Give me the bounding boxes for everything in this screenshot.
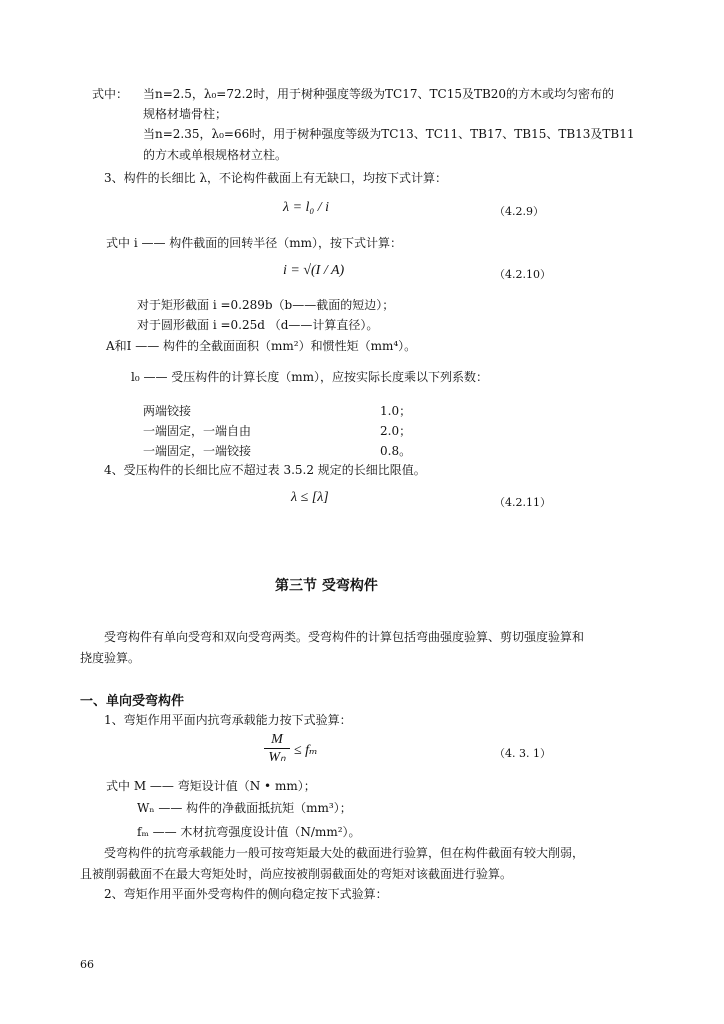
section-title: 第三节 受弯构件	[275, 578, 378, 594]
item-3: 3、构件的长细比 λ，不论构件截面上有无缺口，均按下式计算：	[104, 171, 448, 185]
where-Wn: Wₙ —— 构件的净截面抵抗矩（mm³）；	[137, 801, 352, 815]
fraction-denominator: Wₙ	[268, 750, 286, 765]
coef-value-3: 0.8。	[380, 444, 412, 458]
coef-label-1: 两端铰接	[143, 404, 192, 418]
equation-4-3-1-rhs: ≤ fₘ	[294, 743, 318, 758]
item-4: 4、受压构件的长细比应不超过表 3.5.2 规定的长细比限值。	[104, 463, 426, 477]
where-label: 式中：	[92, 87, 129, 101]
coef-label-3: 一端固定，一端铰接	[143, 444, 252, 458]
item-2: 2、弯矩作用平面外受弯构件的侧向稳定按下式验算：	[104, 887, 388, 901]
where-line-2: 规格材墙骨柱；	[143, 107, 228, 121]
area-inertia-note: A和I —— 构件的全截面面积（mm²）和惯性矩（mm⁴）。	[106, 339, 417, 353]
item-1: 1、弯矩作用平面内抗弯承载能力按下式验算：	[104, 713, 352, 727]
equation-number-4-2-9: （4.2.9）	[494, 205, 544, 218]
rect-section-note: 对于矩形截面 i =0.289b（b——截面的短边）；	[137, 298, 395, 312]
where-i: 式中 i —— 构件截面的回转半径（mm），按下式计算：	[106, 236, 403, 250]
page-number: 66	[80, 958, 94, 971]
equation-4-2-10: i = √(I / A)	[283, 263, 345, 278]
where-line-4: 的方木或单根规格材立柱。	[143, 148, 288, 162]
where-M: 式中 M —— 弯矩设计值（N • mm）；	[106, 779, 316, 793]
note-line-1: 受弯构件的抗弯承载能力一般可按弯矩最大处的截面进行验算，但在构件截面有较大削弱，	[104, 846, 585, 860]
coef-label-2: 一端固定，一端自由	[143, 424, 252, 438]
equation-number-4-3-1: （4. 3. 1）	[494, 747, 551, 760]
where-line-1: 当n=2.5，λ₀=72.2时，用于树种强度等级为TC17、TC15及TB20的方木或均匀密布的	[143, 87, 615, 101]
intro-line-2: 挠度验算。	[80, 651, 141, 665]
circular-section-note: 对于圆形截面 i =0.25d （d——计算直径）。	[137, 318, 379, 332]
note-line-2: 且被削弱截面不在最大弯矩处时，尚应按被削弱截面处的弯矩对该截面进行验算。	[80, 867, 513, 881]
fraction-M-over-Wn	[264, 732, 290, 766]
subsection-title: 一、单向受弯构件	[80, 694, 185, 709]
coef-value-2: 2.0；	[380, 424, 412, 438]
coef-value-1: 1.0；	[380, 404, 412, 418]
equation-number-4-2-11: （4.2.11）	[494, 496, 551, 509]
equation-number-4-2-10: （4.2.10）	[494, 268, 551, 281]
equation-4-2-11: λ ≤ [λ]	[291, 490, 329, 505]
fraction-numerator: M	[264, 732, 290, 749]
where-line-3: 当n=2.35，λ₀=66时，用于树种强度等级为TC13、TC11、TB17、TB15、TB13及TB11	[143, 127, 635, 141]
equation-4-2-9: λ = l₀ / i	[283, 200, 330, 215]
intro-line-1: 受弯构件有单向受弯和双向受弯两类。受弯构件的计算包括弯曲强度验算、剪切强度验算和	[104, 630, 585, 644]
where-fm: fₘ —— 木材抗弯强度设计值（N/mm²）。	[137, 825, 361, 839]
effective-length-note: l₀ —— 受压构件的计算长度（mm），应按实际长度乘以下列系数：	[131, 370, 489, 384]
